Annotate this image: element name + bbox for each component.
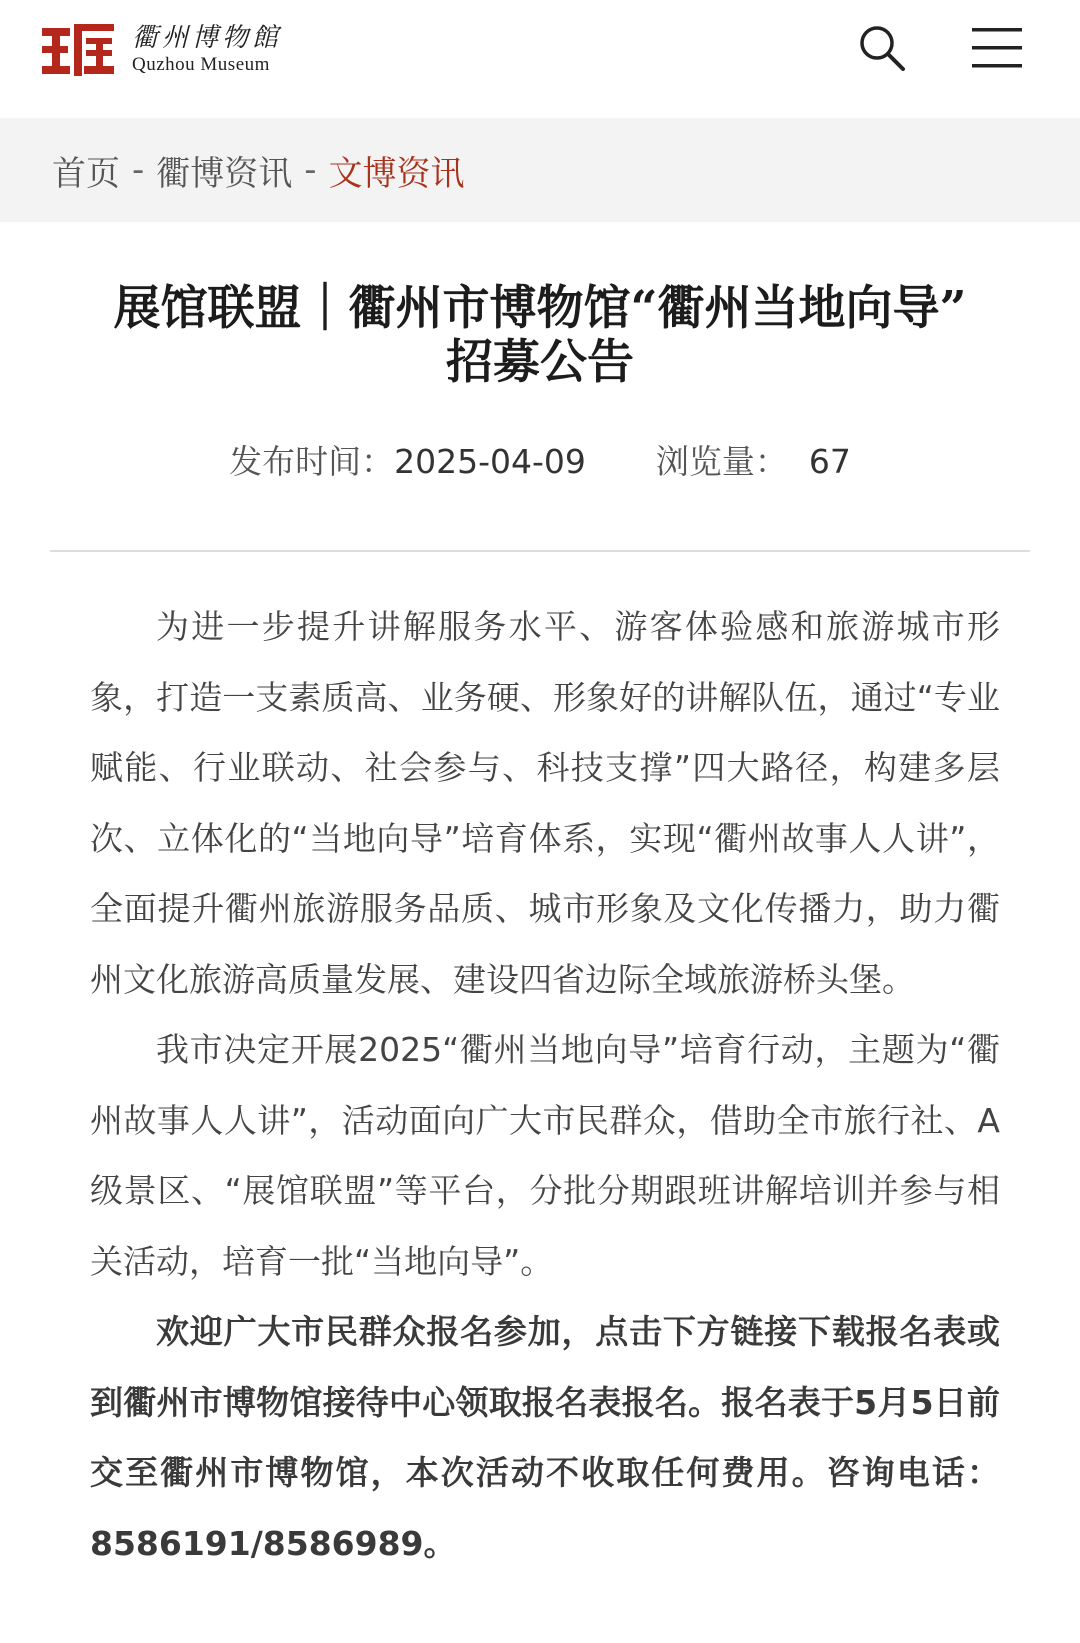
site-logo[interactable] <box>40 20 282 80</box>
title-divider <box>50 550 1030 552</box>
search-button[interactable] <box>856 22 908 74</box>
breadcrumb-current-link[interactable]: 文博资讯 <box>328 153 465 194</box>
site-header <box>0 0 1080 118</box>
article-title <box>40 282 1040 390</box>
logo-chinese-name: 衢州博物館 <box>132 23 283 53</box>
article-paragraph: 我市决定开展2025“衢州当地向导”培育行动，主题为“衢州故事人人讲”，活动面向广大市民群众，借助全市旅行社、A级景区、“展馆联盟”等平台，分批分期跟班讲解培训并参与相关活动，培育一批“当地向导”。 <box>90 1030 1000 1281</box>
breadcrumb-home-link[interactable]: 首页 <box>52 153 120 194</box>
registration-notice-paragraph: 欢迎广大市民群众报名参加，点击下方链接下载报名表或到衢州市博物馆接待中心领取报名表报名。报名表于5月5日前交至衢州市博物馆，本次活动不收取任何费用。咨询电话：8586191/8586989。 <box>90 1312 1000 1563</box>
views-label: 浏览量： <box>655 442 788 481</box>
article-body <box>90 592 1000 1579</box>
logo-text <box>132 23 282 77</box>
views-count: 67 <box>808 442 851 481</box>
article-title-line2: 招募公告 <box>446 335 634 390</box>
menu-button[interactable] <box>970 24 1024 72</box>
museum-seal-logo-icon <box>40 22 116 78</box>
search-icon <box>856 22 908 74</box>
hamburger-menu-icon <box>970 24 1024 72</box>
article-meta <box>0 438 1080 486</box>
breadcrumb-news-link[interactable]: 衢博资讯 <box>156 153 293 194</box>
breadcrumb <box>0 118 1080 222</box>
logo-english-name: Quzhou Museum <box>132 54 270 75</box>
breadcrumb-separator: - <box>304 150 317 190</box>
article-title-line1: 展馆联盟｜衢州市博物馆“衢州当地向导” <box>113 281 967 336</box>
publish-date: 2025-04-09 <box>394 442 586 481</box>
article-paragraph: 为进一步提升讲解服务水平、游客体验感和旅游城市形象，打造一支素质高、业务硬、形象好的讲解队伍，通过“专业赋能、行业联动、社会参与、科技支撑”四大路径，构建多层次、立体化的“当地向导”培育体系，实现“衢州故事人人讲”，全面提升衢州旅游服务品质、城市形象及文化传播力，助力衢州文化旅游高质量发展、建设四省边际全域旅游桥头堡。 <box>90 607 1000 999</box>
breadcrumb-separator: - <box>132 150 145 190</box>
publish-date-label: 发布时间： <box>229 442 395 481</box>
